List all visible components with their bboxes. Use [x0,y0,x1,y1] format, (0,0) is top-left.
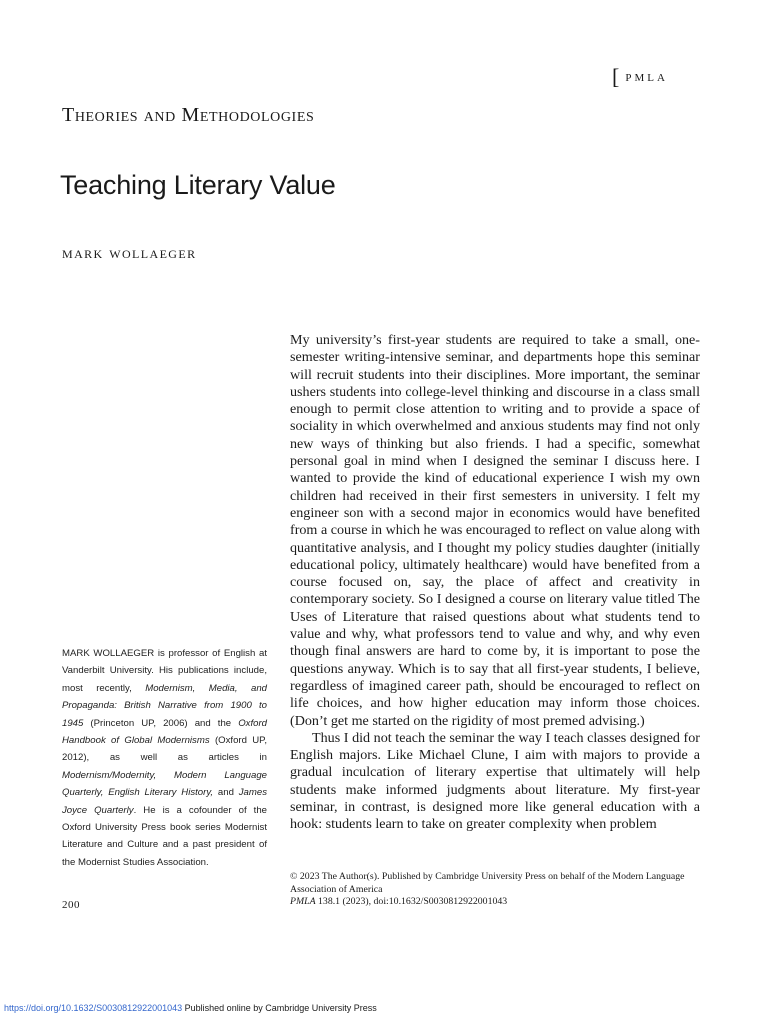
body-paragraph: Thus I did not teach the seminar the way I teach classes designed for English majors. Like Michael Clune, I aim with majors to provide a gradual inculcation of literary expertise that ultimately will help students make informed judgments about literature. My first-year seminar, in contrast, is designed more like general education with a hook: students learn to take on greater complexity when problem [290,729,700,833]
copyright-line: © 2023 The Author(s). Published by Cambridge University Press on behalf of the Modern Language Association of America [290,871,685,895]
bio-title: Oxford Handbook of Global Modernisms [62,717,267,747]
bio-title: Modernism/Modernity, Modern Language Quarterly, English Literary History, [62,769,267,799]
copyright-notice [290,871,710,909]
journal-bracket: [ [612,64,620,89]
article-title: Teaching Literary Value [60,170,336,200]
author-bio [62,645,267,871]
bio-text: and [213,787,239,799]
published-text: Published online by Cambridge University Press [182,1003,377,1013]
footer-bar [4,1003,377,1013]
bio-text: . He is a cofounder of the Oxford University Press book series Modernist Literature and Culture and a past president of the Modernist Studies Association. [62,804,267,868]
bio-text: (Princeton UP, 2006) and the [83,717,239,729]
section-label: Theories and Methodologies [62,104,315,126]
citation-details: 138.1 (2023), doi:10.1632/S0030812922001043 [315,896,508,908]
bio-text: (Oxford UP, 2012), as well as articles in [62,735,267,764]
body-paragraph: My university’s first-year students are required to take a small, one-semester writing-intensive seminar, and departments hope this seminar will recruit students into their disciplines. More important, the seminar ushers students into college-level thinking and discourse in a class small enough to permit close attention to writing and to provide a space of sociality in which overwhelmed and anxious students may find not only new ways of thinking but also friends. I had a specific, somewhat personal goal in mind when I designed the seminar I discuss here. I wanted to provide the kind of educational experience I wish my own children had received in their first semesters in university. I felt my engineer son with a second major in economics would have benefited from a course in which he was encouraged to reflect on value along with quantitative analysis, and I thought my policy studies daughter (initially educational policy, ultimately healthcare) would have benefited from a course focused on, say, the place of affect and creativity in contemporary society. So I designed a course on literary value titled The Uses of Literature that raised questions about what students tend to value and why, what professors tend to value and why, and why even though final answers are hard to come by, it is important to pose the questions anyway. Which is to say that all first-year students, I believe, regardless of imagined career path, should be encouraged to reflect on life choices, and how higher education may inform those choices. (Don’t get me started on the rigidity of most premed advising.) [290,332,700,729]
bio-text: MARK WOLLAEGER is professor of English at Vanderbilt University. His publications include, most recently, [62,648,267,694]
page-number: 200 [62,899,80,911]
author-name: mark wollaeger [62,243,197,262]
journal-name: PMLA [625,72,668,84]
citation-journal: PMLA [290,896,316,908]
bio-title: James Joyce Quarterly [62,787,267,816]
bio-title: Modernism, Media, and Propaganda: British Narrative from 1900 to 1945 [62,682,268,729]
doi-link[interactable]: https://doi.org/10.1632/S0030812922001043 [4,1003,183,1013]
article-body [290,332,700,834]
citation-line [290,896,710,909]
journal-mark [612,61,668,87]
